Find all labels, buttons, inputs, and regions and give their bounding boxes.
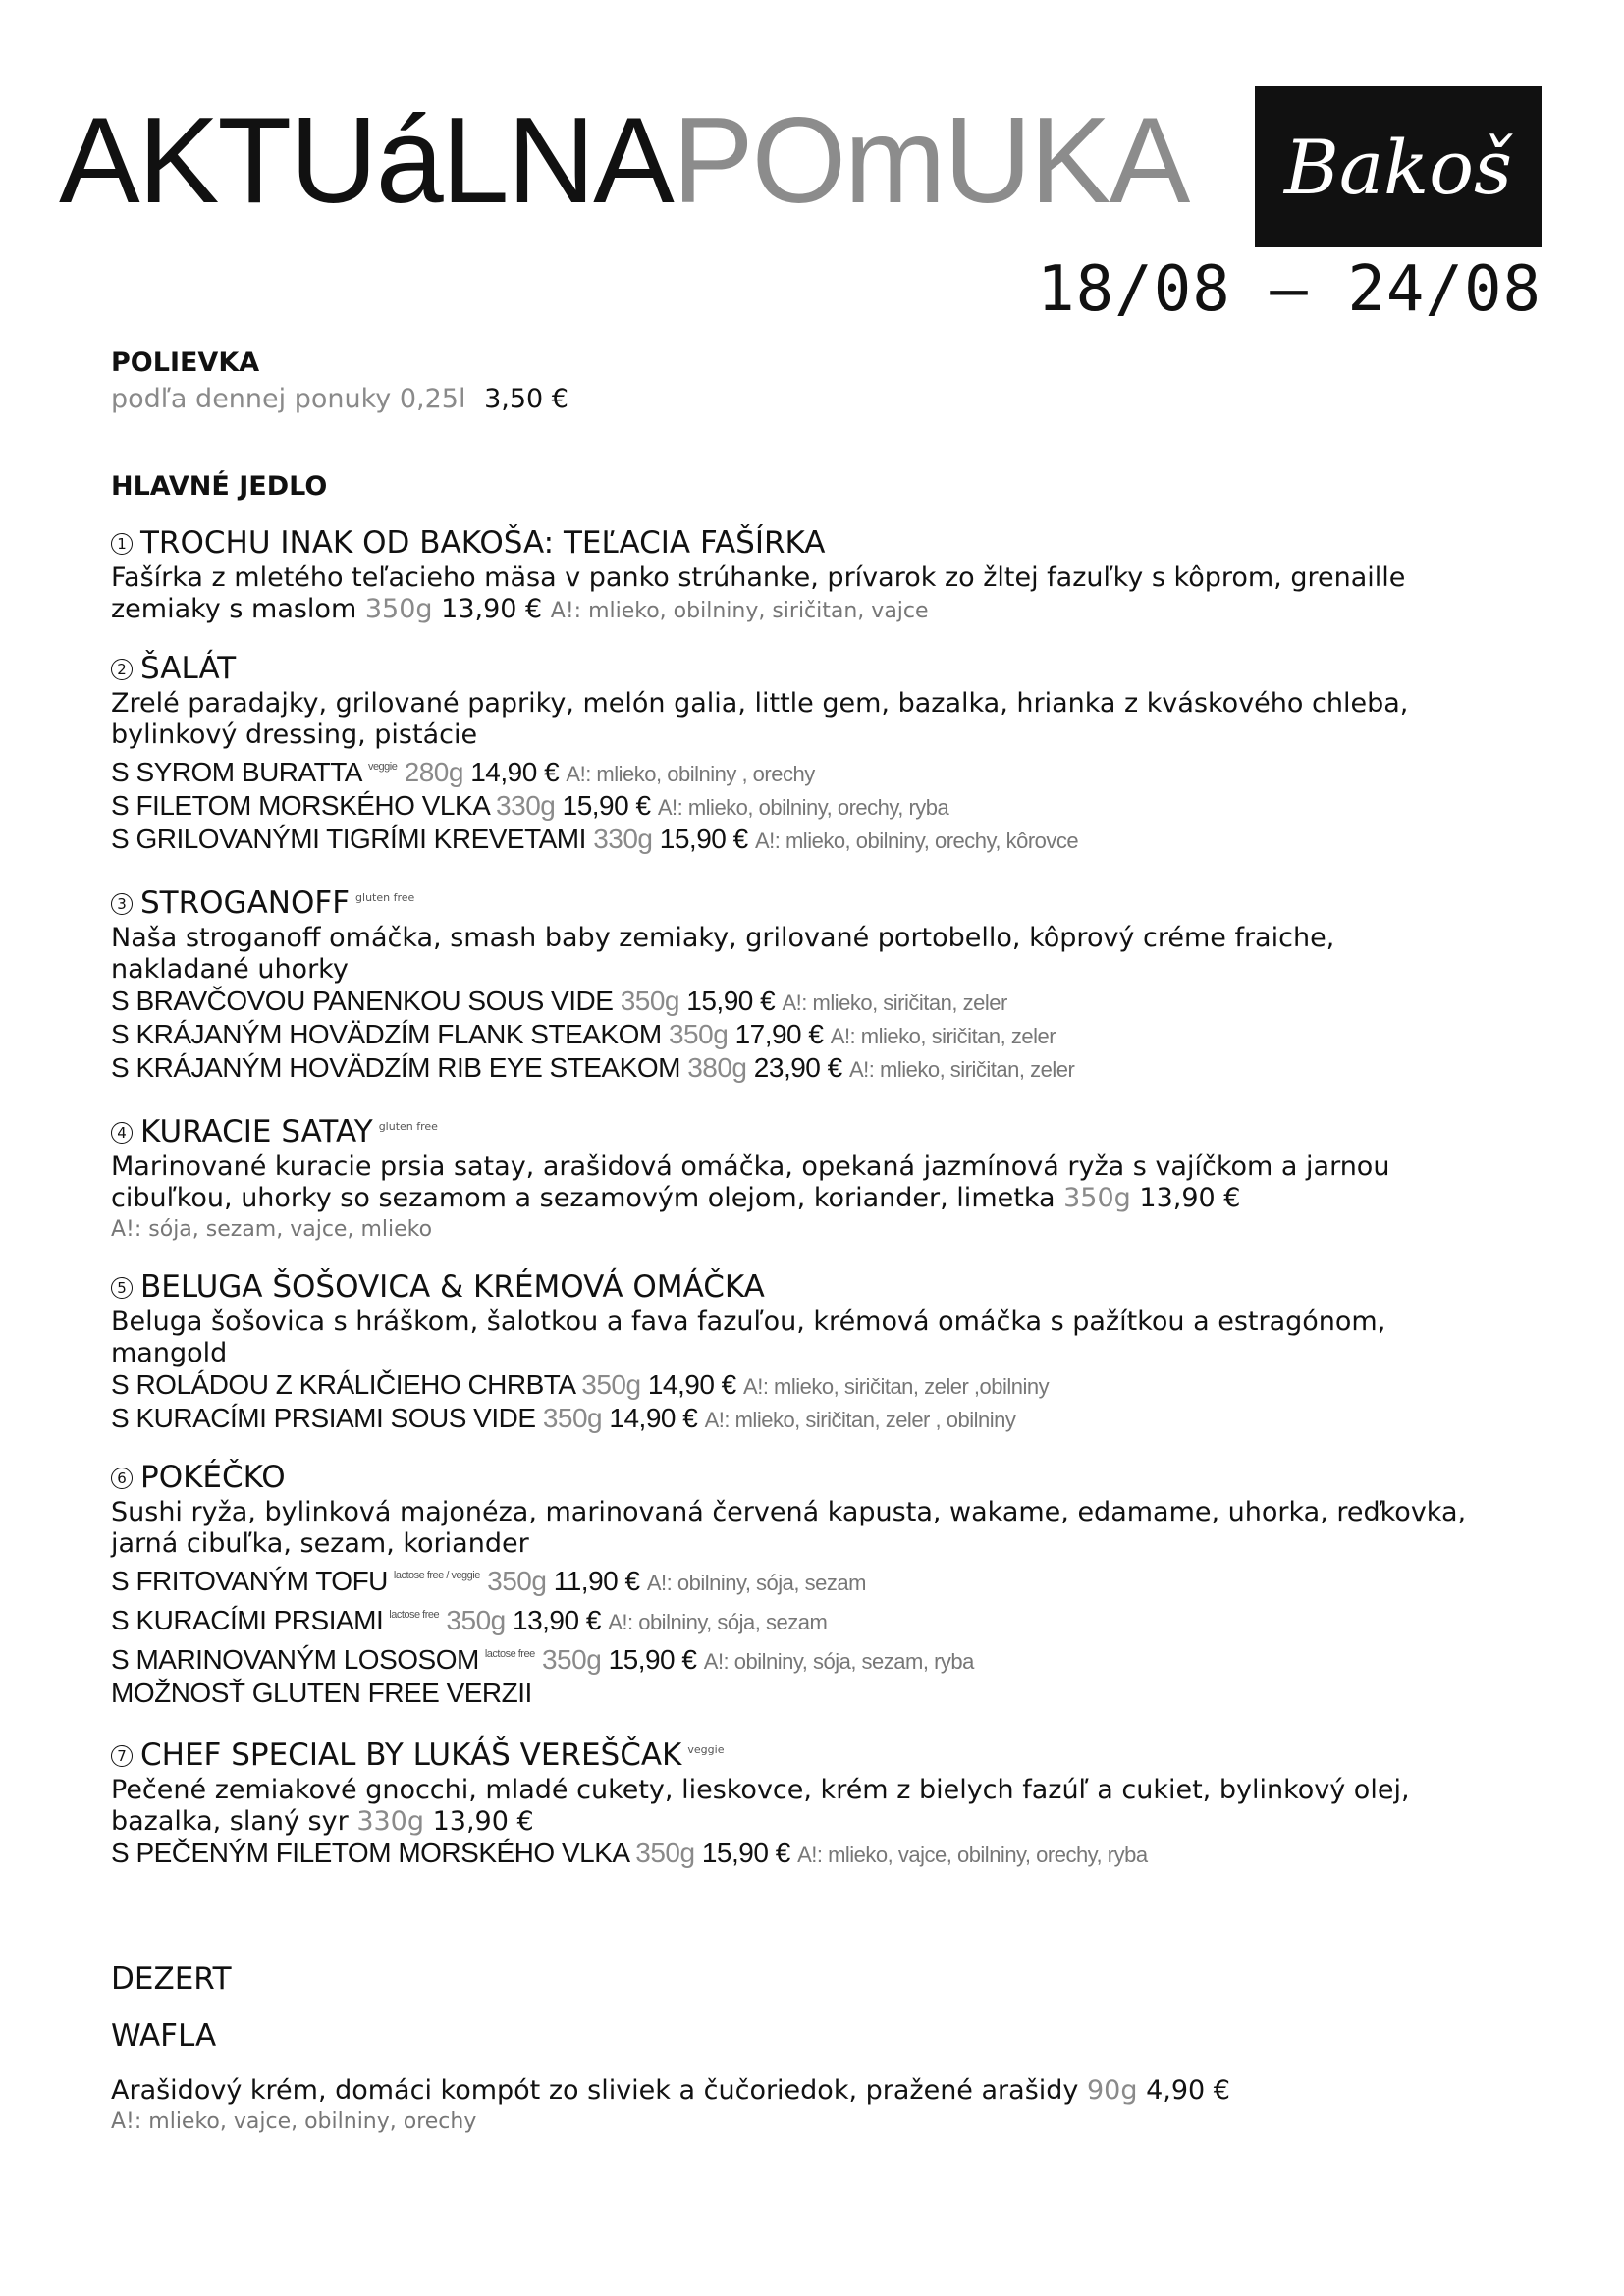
allergens: A!: mlieko, obilniny, siričitan, vajce [550,599,929,623]
diet-tag: lactose free / veggie [393,1570,480,1581]
menu-content [111,347,1525,2138]
variant-weight: 350g [635,1838,695,1868]
soup-line [111,384,1525,414]
variant-name: S KURACÍMI PRSIAMI SOUS VIDE [111,1403,536,1433]
dish-description: Zrelé paradajky, grilované papriky, melón galia, little gem, bazalka, hrianka z kváskového chleba, [111,688,1409,719]
variant-name: S PEČENÝM FILETOM MORSKÉHO VLKA [111,1838,628,1868]
soup-price: 3,50 € [484,384,568,414]
dish-title: KURACIE SATAY [140,1114,373,1149]
variant-line [111,1638,1525,1678]
dish-number-icon: 4 [111,1122,133,1144]
dish-3 [111,879,1525,1086]
dish-1 [111,523,1525,627]
bakos-logo: Bakoš [1255,86,1542,247]
diet-tag: veggie [367,761,398,773]
variant-line [111,1369,1525,1403]
dish-description: Sushi ryža, bylinková majonéza, marinovaná červená kapusta, wakame, edamame, uhorka, reďkovka, [111,1497,1467,1527]
variant-price: 17,90 € [734,1019,824,1049]
variant-weight: 350g [542,1403,603,1433]
diet-tag: lactose free [389,1609,440,1621]
dish-6 [111,1458,1525,1709]
dish-description: Naša stroganoff omáčka, smash baby zemiaky, grilované portobello, kôprový créme fraiche, [111,923,1335,953]
variant-price: 14,90 € [470,757,560,787]
dish-number-icon: 6 [111,1468,133,1489]
variant-name: S SYROM BURATTA [111,757,362,787]
dish-description-cont: bazalka, slaný syr [111,1806,349,1837]
dish-title: CHEF SPECIAL BY LUKÁŠ VEREŠČAK [140,1737,682,1773]
header [59,86,1542,326]
dish-price: 13,90 € [1139,1183,1241,1213]
dish-description-cont: zemiaky s maslom [111,594,357,624]
variant-price: 15,90 € [701,1838,790,1868]
dish-weight: 350g [364,594,433,624]
allergens: A!: mlieko, siričitan, zeler [830,1024,1056,1048]
allergens: A!: mlieko, siričitan, zeler [782,990,1007,1015]
variant-name: S GRILOVANÝMI TIGRÍMI KREVETAMI [111,824,586,854]
dessert-description: Arašidový krém, domáci kompót zo sliviek a čučoriedok, pražené arašidy [111,2075,1079,2106]
date-range: 18/08 – 24/08 [1037,253,1542,326]
dish-description: Marinované kuracie prsia satay, arašidová omáčka, opekaná jazmínová ryža s vajíčkom a jarnou [111,1151,1390,1182]
diet-tag: lactose free [484,1648,535,1660]
allergens: A!: mlieko, siričitan, zeler , obilniny [704,1408,1016,1432]
dish-5 [111,1267,1525,1436]
variant-price: 15,90 € [686,986,776,1016]
dish-description-cont: mangold [111,1338,228,1368]
variant-line [111,751,1525,790]
variant-line [111,1599,1525,1638]
dish-title: TROCHU INAK OD BAKOŠA: TEĽACIA FAŠÍRKA [140,525,826,561]
variant-price: 23,90 € [753,1052,842,1083]
variant-line [111,1019,1525,1052]
allergens: A!: mlieko, obilniny, orechy, kôrovce [754,828,1079,853]
variant-weight: 350g [620,986,679,1016]
diet-tag: veggie [687,1743,725,1756]
dish-2 [111,649,1525,857]
dessert-weight: 90g [1086,2075,1138,2106]
allergens: A!: obilniny, sója, sezam [646,1571,866,1595]
variant-name: S MARINOVANÝM LOSOSOM [111,1644,479,1675]
gluten-free-note: MOŽNOSŤ GLUTEN FREE VERZII [111,1678,532,1708]
variant-weight: 330g [496,790,556,821]
dessert-price: 4,90 € [1146,2075,1230,2106]
allergens: A!: mlieko, vajce, obilniny, orechy [111,2109,477,2134]
variant-weight: 350g [446,1605,506,1635]
dish-title: STROGANOFF [140,885,351,921]
soup-text: podľa dennej ponuky 0,25l [111,384,466,414]
dish-description-cont: bylinkový dressing, pistácie [111,720,478,750]
allergens: A!: obilniny, sója, sezam, ryba [703,1649,974,1674]
allergens: A!: mlieko, siričitan, zeler ,obilniny [743,1374,1050,1399]
variant-price: 14,90 € [647,1369,736,1400]
allergens: A!: obilniny, sója, sezam [608,1610,828,1634]
variant-weight: 350g [581,1369,641,1400]
dessert-section [111,1961,1525,2138]
variant-name: S ROLÁDOU Z KRÁLIČIEHO CHRBTA [111,1369,574,1400]
variant-line [111,824,1525,857]
dish-price: 13,90 € [441,594,543,624]
dish-number-icon: 1 [111,533,133,555]
dish-price: 13,90 € [432,1806,534,1837]
variant-weight: 380g [687,1052,747,1083]
dish-number-icon: 2 [111,659,133,680]
dish-7 [111,1731,1525,1871]
variant-name: S BRAVČOVOU PANENKOU SOUS VIDE [111,986,614,1016]
variant-name: S KRÁJANÝM HOVÄDZÍM FLANK STEAKOM [111,1019,662,1049]
diet-tag: gluten free [378,1120,438,1133]
variant-line [111,1052,1525,1086]
variant-price: 11,90 € [553,1566,640,1596]
dish-description: Fašírka z mletého teľacieho mäsa v panko strúhanke, prívarok zo žltej fazuľky s kôprom, grenaille [111,562,1406,593]
diet-tag: gluten free [355,891,415,904]
variant-price: 13,90 € [513,1605,601,1635]
variant-name: S KRÁJANÝM HOVÄDZÍM RIB EYE STEAKOM [111,1052,680,1083]
menu-title-grey: POmUKA [672,93,1189,229]
menu-title-dark: AKTUáLNA [59,93,673,229]
dish-number-icon: 3 [111,893,133,915]
dish-description-cont: nakladané uhorky [111,954,349,985]
soup-heading: POLIEVKA [111,347,260,378]
variant-weight: 350g [541,1644,602,1675]
dish-weight: 330g [356,1806,424,1837]
variant-price: 15,90 € [608,1644,697,1675]
allergens: A!: mlieko, vajce, obilniny, orechy, ryba [797,1842,1148,1867]
main-heading: HLAVNÉ JEDLO [111,471,328,502]
allergens: A!: mlieko, obilniny , orechy [566,762,815,786]
variant-price: 14,90 € [609,1403,698,1433]
dish-number-icon: 7 [111,1745,133,1767]
variant-weight: 350g [668,1019,729,1049]
menu-title [59,93,1189,229]
variant-line [111,1403,1525,1436]
dessert-heading: DEZERT [111,1961,232,1997]
variant-weight: 330g [593,824,653,854]
dish-description: Beluga šošovica s hráškom, šalotkou a fava fazuľou, krémová omáčka s pažítkou a estragónom, [111,1307,1386,1337]
dessert-name: WAFLA [111,2018,217,2054]
allergens: A!: mlieko, obilniny, orechy, ryba [657,795,949,820]
variant-weight: 280g [404,757,463,787]
dish-number-icon: 5 [111,1277,133,1299]
variant-weight: 350g [487,1566,547,1596]
allergens: A!: sója, sezam, vajce, mlieko [111,1217,433,1242]
dish-description-cont: jarná cibuľka, sezam, koriander [111,1528,529,1559]
variant-name: S FILETOM MORSKÉHO VLKA [111,790,489,821]
variant-price: 15,90 € [659,824,748,854]
variant-name: S KURACÍMI PRSIAMI [111,1605,384,1635]
variant-line [111,1560,1525,1599]
variant-line [111,1838,1525,1871]
dish-4 [111,1107,1525,1246]
dish-title: BELUGA ŠOŠOVICA & KRÉMOVÁ OMÁČKA [140,1269,765,1305]
allergens: A!: mlieko, siričitan, zeler [849,1057,1075,1082]
dish-description: Pečené zemiakové gnocchi, mladé cukety, lieskovce, krém z bielych fazúľ a cukiet, bylinkový olej, [111,1775,1410,1805]
dish-title: POKÉČKO [140,1460,286,1495]
variant-price: 15,90 € [562,790,651,821]
dish-title: ŠALÁT [140,651,237,686]
variant-line [111,790,1525,824]
variant-line [111,986,1525,1019]
variant-name: S FRITOVANÝM TOFU [111,1566,388,1596]
dish-weight: 350g [1063,1183,1131,1213]
dish-description-cont: cibuľkou, uhorky so sezamom a sezamovým olejom, koriander, limetka [111,1183,1056,1213]
